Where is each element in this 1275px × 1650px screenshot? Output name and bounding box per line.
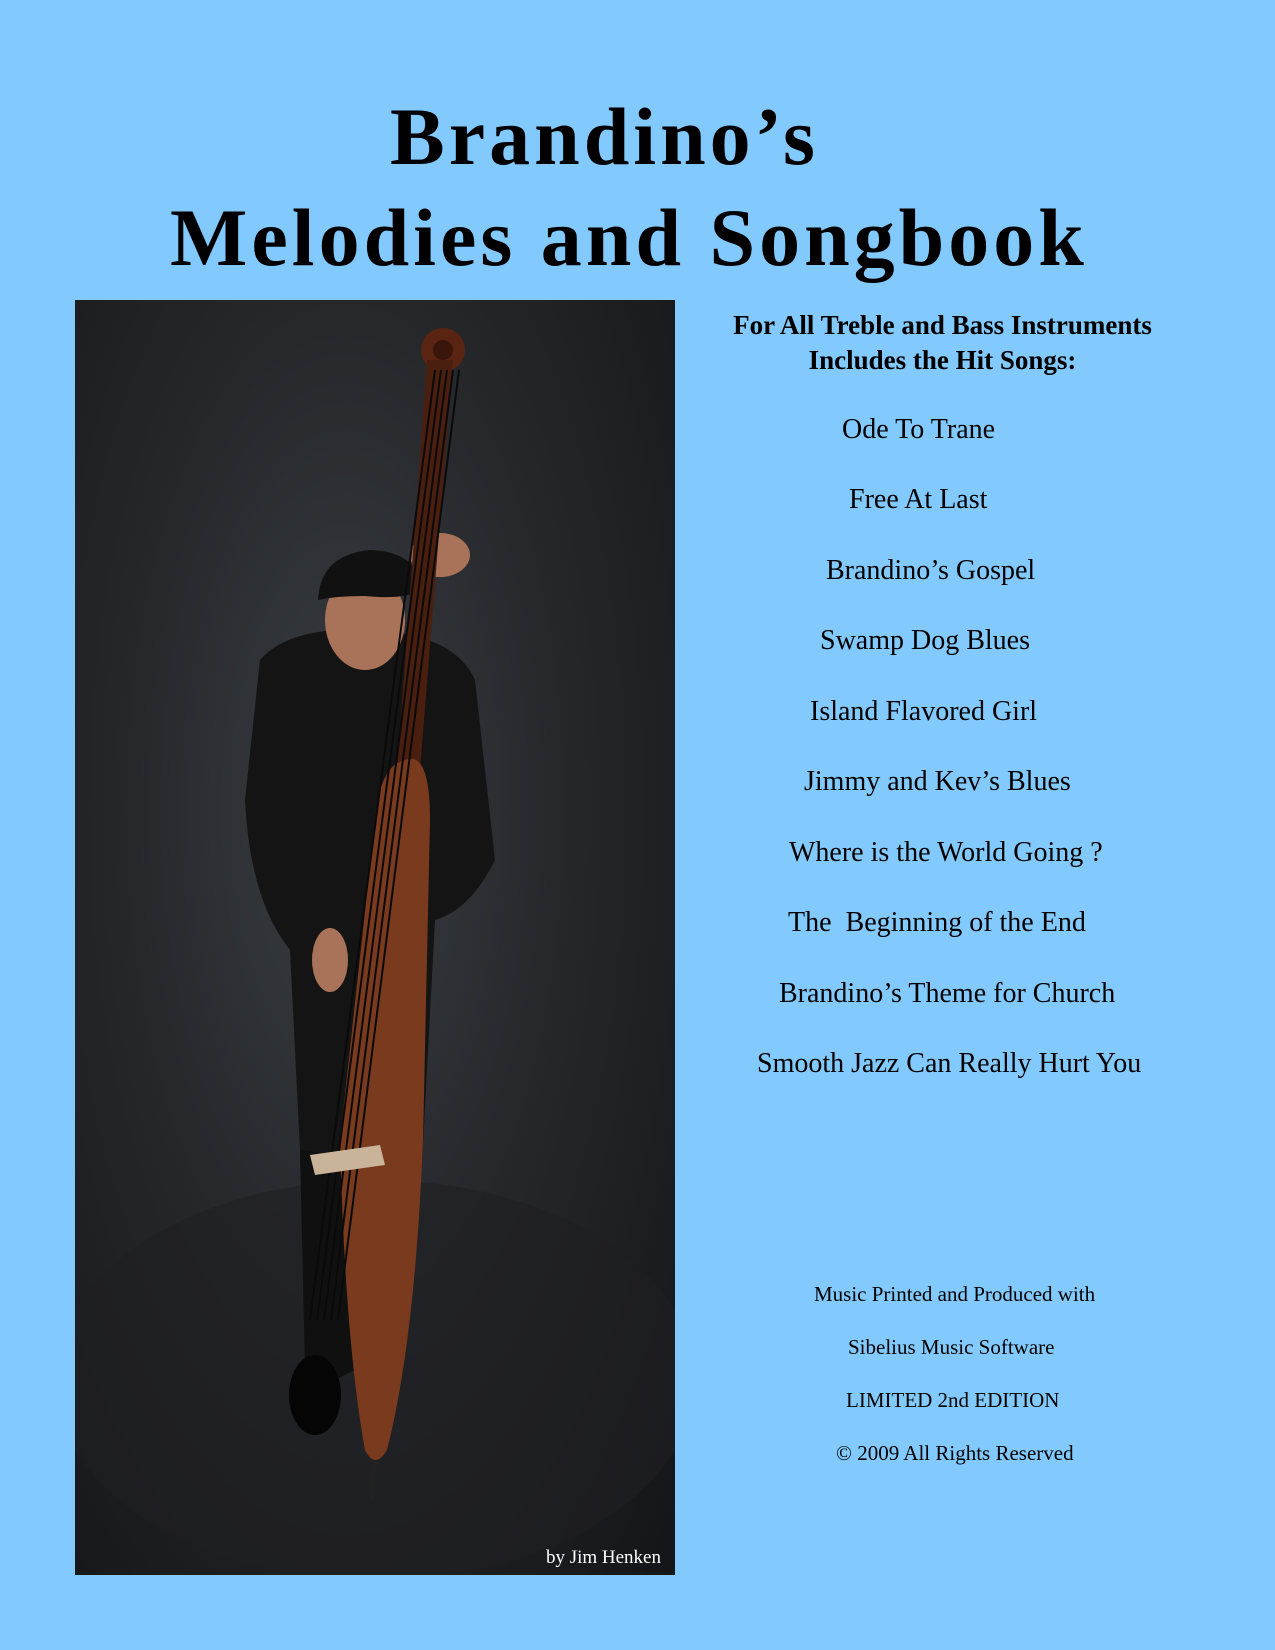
title-line-2: Melodies and Songbook (170, 192, 1088, 283)
song-item: Jimmy and Kev’s Blues (804, 766, 1071, 797)
photo-credit: by Jim Henken (545, 1547, 661, 1568)
footer-software: Sibelius Music Software (848, 1335, 1055, 1359)
subtitle-instruments: For All Treble and Bass Instruments (733, 310, 1152, 340)
footer-produced-with: Music Printed and Produced with (814, 1282, 1096, 1306)
song-item: Free At Last (849, 484, 988, 515)
song-item: Where is the World Going ? (789, 837, 1103, 868)
subtitle-hit-songs: Includes the Hit Songs: (808, 345, 1077, 375)
song-item: Ode To Trane (842, 414, 996, 445)
song-item: Smooth Jazz Can Really Hurt You (757, 1048, 1142, 1079)
song-item: Brandino’s Gospel (826, 555, 1036, 586)
song-item: Brandino’s Theme for Church (779, 978, 1116, 1009)
song-item: Swamp Dog Blues (820, 625, 1030, 656)
song-item: The Beginning of the End (788, 907, 1086, 938)
footer-copyright: © 2009 All Rights Reserved (836, 1441, 1074, 1465)
song-item: Island Flavored Girl (810, 696, 1038, 727)
footer-edition: LIMITED 2nd EDITION (846, 1388, 1060, 1412)
title-line-1: Brandino’s (390, 91, 819, 182)
